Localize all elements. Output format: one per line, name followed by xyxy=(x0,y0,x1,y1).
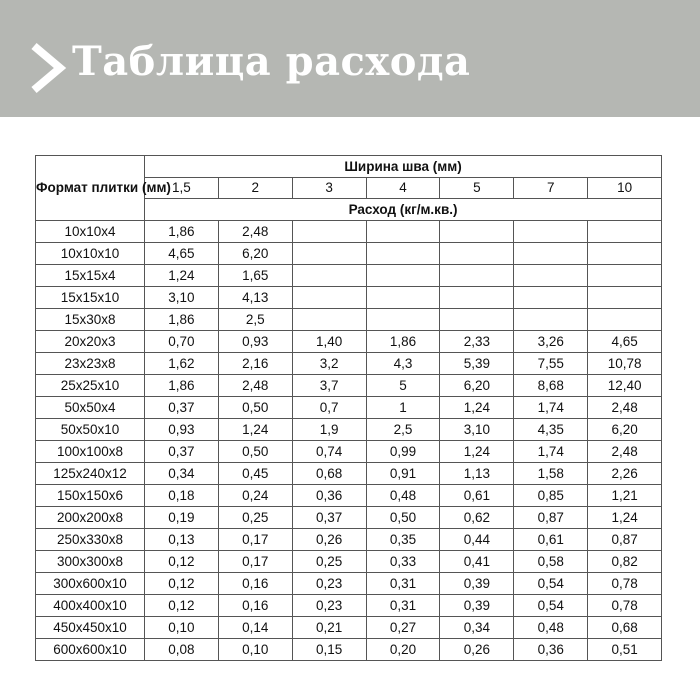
consumption-value-cell xyxy=(440,287,514,309)
consumption-value-cell: 2,48 xyxy=(588,397,662,419)
consumption-value-cell: 1 xyxy=(366,397,440,419)
consumption-value-cell: 0,61 xyxy=(440,485,514,507)
table-row xyxy=(36,573,662,595)
consumption-value-cell: 0,7 xyxy=(292,397,366,419)
consumption-value-cell: 0,20 xyxy=(366,639,440,661)
tile-format-cell: 10x10x4 xyxy=(36,221,145,243)
tile-format-cell: 23x23x8 xyxy=(36,353,145,375)
consumption-value-cell xyxy=(292,265,366,287)
consumption-value-cell: 0,58 xyxy=(514,551,588,573)
consumption-value-cell: 1,86 xyxy=(145,221,219,243)
tile-format-cell: 200x200x8 xyxy=(36,507,145,529)
table-row xyxy=(36,331,662,353)
consumption-value-cell: 0,68 xyxy=(292,463,366,485)
consumption-value-cell: 5 xyxy=(366,375,440,397)
title-banner xyxy=(0,0,700,117)
table-row xyxy=(36,441,662,463)
consumption-value-cell: 0,78 xyxy=(588,573,662,595)
consumption-value-cell: 6,20 xyxy=(440,375,514,397)
consumption-value-cell: 0,68 xyxy=(588,617,662,639)
consumption-value-cell: 1,24 xyxy=(440,441,514,463)
consumption-value-cell: 0,19 xyxy=(145,507,219,529)
tile-format-cell: 15x15x10 xyxy=(36,287,145,309)
tile-format-cell: 100x100x8 xyxy=(36,441,145,463)
consumption-value-cell: 0,62 xyxy=(440,507,514,529)
table-row xyxy=(36,353,662,375)
consumption-value-cell: 1,24 xyxy=(440,397,514,419)
seam-width-cell: 3 xyxy=(292,178,366,199)
consumption-value-cell: 0,37 xyxy=(292,507,366,529)
consumption-value-cell: 0,16 xyxy=(218,573,292,595)
consumption-value-cell: 6,20 xyxy=(218,243,292,265)
consumption-value-cell xyxy=(588,309,662,331)
table-row xyxy=(36,265,662,287)
consumption-value-cell: 0,39 xyxy=(440,595,514,617)
consumption-value-cell: 1,24 xyxy=(588,507,662,529)
tile-format-cell: 300x600x10 xyxy=(36,573,145,595)
consumption-value-cell: 0,48 xyxy=(366,485,440,507)
consumption-value-cell: 3,2 xyxy=(292,353,366,375)
consumption-value-cell xyxy=(292,243,366,265)
consumption-value-cell: 4,13 xyxy=(218,287,292,309)
consumption-value-cell: 0,51 xyxy=(588,639,662,661)
consumption-value-cell: 3,7 xyxy=(292,375,366,397)
seam-width-cell: 10 xyxy=(588,178,662,199)
consumption-value-cell: 0,85 xyxy=(514,485,588,507)
consumption-value-cell xyxy=(366,221,440,243)
consumption-value-cell: 0,12 xyxy=(145,573,219,595)
table-row xyxy=(36,419,662,441)
tile-format-cell: 400x400x10 xyxy=(36,595,145,617)
consumption-value-cell: 2,33 xyxy=(440,331,514,353)
consumption-value-cell: 4,35 xyxy=(514,419,588,441)
consumption-value-cell: 1,21 xyxy=(588,485,662,507)
tile-format-cell: 15x15x4 xyxy=(36,265,145,287)
tile-format-cell: 150x150x6 xyxy=(36,485,145,507)
page-title: Таблица расхода xyxy=(72,38,471,85)
consumption-value-cell: 0,36 xyxy=(292,485,366,507)
consumption-value-cell: 1,58 xyxy=(514,463,588,485)
consumption-value-cell: 2,5 xyxy=(218,309,292,331)
consumption-value-cell xyxy=(514,243,588,265)
table-row xyxy=(36,243,662,265)
table-row xyxy=(36,617,662,639)
seam-width-cell: 7 xyxy=(514,178,588,199)
consumption-value-cell xyxy=(588,243,662,265)
seam-width-cell: 1,5 xyxy=(145,178,219,199)
consumption-value-cell: 0,25 xyxy=(218,507,292,529)
consumption-value-cell: 0,50 xyxy=(366,507,440,529)
consumption-value-cell: 1,9 xyxy=(292,419,366,441)
consumption-value-cell xyxy=(366,287,440,309)
consumption-value-cell: 5,39 xyxy=(440,353,514,375)
consumption-value-cell: 0,17 xyxy=(218,551,292,573)
consumption-value-cell: 0,61 xyxy=(514,529,588,551)
tile-format-cell: 250x330x8 xyxy=(36,529,145,551)
consumption-value-cell: 0,16 xyxy=(218,595,292,617)
consumption-value-cell: 0,26 xyxy=(292,529,366,551)
consumption-value-cell: 1,40 xyxy=(292,331,366,353)
tile-format-cell: 15x30x8 xyxy=(36,309,145,331)
consumption-value-cell: 1,24 xyxy=(218,419,292,441)
consumption-value-cell: 0,50 xyxy=(218,397,292,419)
consumption-value-cell: 0,26 xyxy=(440,639,514,661)
consumption-value-cell: 0,78 xyxy=(588,595,662,617)
consumption-value-cell: 0,39 xyxy=(440,573,514,595)
consumption-value-cell: 2,48 xyxy=(218,375,292,397)
consumption-value-cell: 4,65 xyxy=(145,243,219,265)
consumption-value-cell: 0,45 xyxy=(218,463,292,485)
consumption-header: Расход (кг/м.кв.) xyxy=(145,199,662,221)
consumption-value-cell: 2,48 xyxy=(588,441,662,463)
seam-width-cell: 2 xyxy=(218,178,292,199)
consumption-value-cell: 0,15 xyxy=(292,639,366,661)
consumption-value-cell xyxy=(366,265,440,287)
consumption-value-cell: 0,91 xyxy=(366,463,440,485)
table-row xyxy=(36,485,662,507)
consumption-value-cell xyxy=(440,265,514,287)
table-row xyxy=(36,287,662,309)
consumption-value-cell xyxy=(366,309,440,331)
consumption-value-cell: 0,54 xyxy=(514,595,588,617)
tile-format-cell: 25x25x10 xyxy=(36,375,145,397)
table-row xyxy=(36,463,662,485)
seam-width-cell: 4 xyxy=(366,178,440,199)
consumption-value-cell: 3,10 xyxy=(145,287,219,309)
tile-format-cell: 50x50x10 xyxy=(36,419,145,441)
consumption-value-cell: 0,17 xyxy=(218,529,292,551)
consumption-value-cell: 1,86 xyxy=(145,375,219,397)
consumption-value-cell: 0,50 xyxy=(218,441,292,463)
consumption-value-cell: 1,13 xyxy=(440,463,514,485)
consumption-value-cell xyxy=(440,243,514,265)
consumption-value-cell xyxy=(514,221,588,243)
consumption-value-cell xyxy=(588,287,662,309)
table-row xyxy=(36,507,662,529)
consumption-value-cell: 8,68 xyxy=(514,375,588,397)
consumption-value-cell: 1,74 xyxy=(514,397,588,419)
consumption-value-cell: 4,65 xyxy=(588,331,662,353)
consumption-value-cell: 0,74 xyxy=(292,441,366,463)
consumption-value-cell: 0,12 xyxy=(145,595,219,617)
table-row xyxy=(36,639,662,661)
consumption-value-cell: 10,78 xyxy=(588,353,662,375)
consumption-value-cell xyxy=(514,265,588,287)
consumption-value-cell: 0,08 xyxy=(145,639,219,661)
consumption-value-cell: 1,24 xyxy=(145,265,219,287)
tile-format-cell: 125x240x12 xyxy=(36,463,145,485)
consumption-value-cell: 0,14 xyxy=(218,617,292,639)
consumption-value-cell: 0,23 xyxy=(292,573,366,595)
consumption-value-cell xyxy=(588,265,662,287)
consumption-value-cell: 3,10 xyxy=(440,419,514,441)
consumption-value-cell xyxy=(292,221,366,243)
consumption-value-cell: 1,74 xyxy=(514,441,588,463)
consumption-value-cell: 0,21 xyxy=(292,617,366,639)
consumption-value-cell: 0,87 xyxy=(514,507,588,529)
consumption-value-cell: 0,93 xyxy=(145,419,219,441)
consumption-value-cell: 0,41 xyxy=(440,551,514,573)
consumption-value-cell xyxy=(514,309,588,331)
consumption-value-cell: 6,20 xyxy=(588,419,662,441)
tile-format-cell: 450x450x10 xyxy=(36,617,145,639)
consumption-value-cell: 12,40 xyxy=(588,375,662,397)
consumption-value-cell: 0,13 xyxy=(145,529,219,551)
consumption-value-cell xyxy=(514,287,588,309)
consumption-value-cell: 0,10 xyxy=(145,617,219,639)
consumption-value-cell: 0,33 xyxy=(366,551,440,573)
consumption-value-cell: 0,44 xyxy=(440,529,514,551)
table-row xyxy=(36,221,662,243)
format-column-header: Формат плитки (мм) xyxy=(36,156,145,221)
table-row xyxy=(36,595,662,617)
consumption-value-cell: 2,16 xyxy=(218,353,292,375)
consumption-value-cell: 0,36 xyxy=(514,639,588,661)
consumption-value-cell: 0,37 xyxy=(145,397,219,419)
consumption-value-cell: 0,34 xyxy=(440,617,514,639)
tile-format-cell: 600x600x10 xyxy=(36,639,145,661)
consumption-value-cell: 2,48 xyxy=(218,221,292,243)
consumption-value-cell: 0,37 xyxy=(145,441,219,463)
seam-width-cell: 5 xyxy=(440,178,514,199)
consumption-value-cell: 0,31 xyxy=(366,573,440,595)
consumption-table xyxy=(35,155,662,661)
consumption-value-cell: 7,55 xyxy=(514,353,588,375)
consumption-value-cell xyxy=(440,221,514,243)
tile-format-cell: 50x50x4 xyxy=(36,397,145,419)
consumption-value-cell: 0,31 xyxy=(366,595,440,617)
table-row xyxy=(36,309,662,331)
consumption-value-cell: 0,10 xyxy=(218,639,292,661)
consumption-value-cell: 1,86 xyxy=(366,331,440,353)
consumption-value-cell: 1,86 xyxy=(145,309,219,331)
tile-format-cell: 300x300x8 xyxy=(36,551,145,573)
consumption-value-cell: 0,35 xyxy=(366,529,440,551)
consumption-value-cell: 4,3 xyxy=(366,353,440,375)
consumption-value-cell: 1,65 xyxy=(218,265,292,287)
consumption-value-cell xyxy=(588,221,662,243)
consumption-value-cell: 0,82 xyxy=(588,551,662,573)
consumption-value-cell: 0,27 xyxy=(366,617,440,639)
consumption-value-cell: 2,26 xyxy=(588,463,662,485)
tile-format-cell: 20x20x3 xyxy=(36,331,145,353)
consumption-value-cell xyxy=(440,309,514,331)
table-row xyxy=(36,397,662,419)
consumption-value-cell: 0,23 xyxy=(292,595,366,617)
consumption-value-cell: 0,70 xyxy=(145,331,219,353)
consumption-value-cell: 1,62 xyxy=(145,353,219,375)
consumption-value-cell: 0,12 xyxy=(145,551,219,573)
chevron-right-icon xyxy=(28,42,70,94)
consumption-value-cell: 0,24 xyxy=(218,485,292,507)
consumption-value-cell: 0,48 xyxy=(514,617,588,639)
tile-format-cell: 10x10x10 xyxy=(36,243,145,265)
consumption-value-cell: 0,87 xyxy=(588,529,662,551)
consumption-value-cell: 0,25 xyxy=(292,551,366,573)
consumption-value-cell: 2,5 xyxy=(366,419,440,441)
consumption-value-cell: 0,18 xyxy=(145,485,219,507)
seam-width-header: Ширина шва (мм) xyxy=(145,156,662,178)
table-row xyxy=(36,529,662,551)
consumption-value-cell: 0,34 xyxy=(145,463,219,485)
consumption-value-cell xyxy=(366,243,440,265)
consumption-value-cell xyxy=(292,309,366,331)
consumption-value-cell: 0,99 xyxy=(366,441,440,463)
consumption-value-cell: 0,93 xyxy=(218,331,292,353)
table-row xyxy=(36,551,662,573)
table-row xyxy=(36,375,662,397)
table-body xyxy=(36,221,662,661)
consumption-value-cell: 3,26 xyxy=(514,331,588,353)
consumption-value-cell: 0,54 xyxy=(514,573,588,595)
consumption-value-cell xyxy=(292,287,366,309)
